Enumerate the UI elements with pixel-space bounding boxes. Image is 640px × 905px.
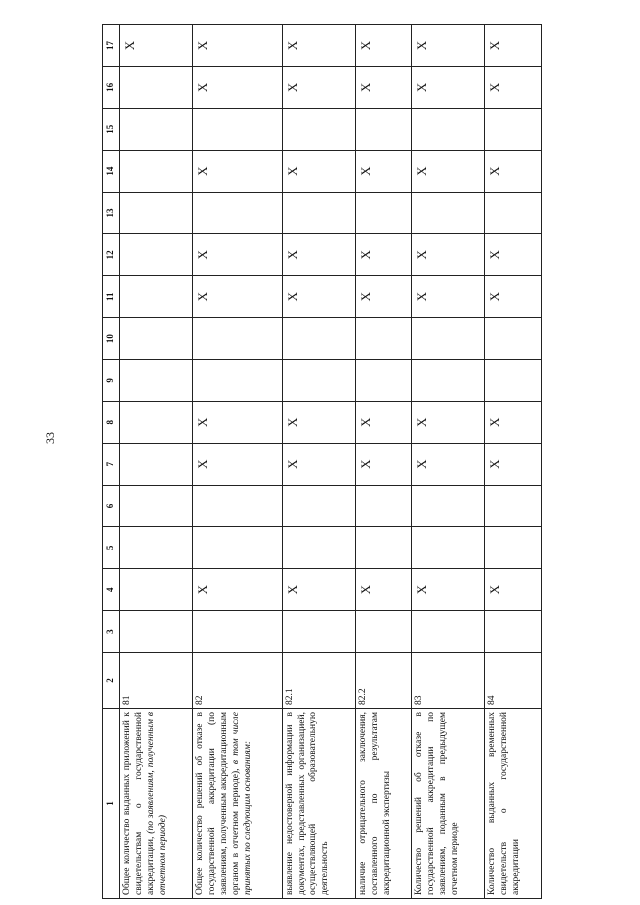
value-cell: X — [282, 401, 355, 443]
value-cell: X — [282, 276, 355, 318]
value-cell — [282, 527, 355, 569]
column-header: 10 — [103, 318, 120, 360]
value-cell — [120, 318, 193, 360]
table-row — [355, 25, 412, 899]
value-cell — [355, 318, 412, 360]
value-cell: X — [412, 66, 485, 108]
value-cell: X — [412, 25, 485, 67]
value-cell: X — [193, 276, 283, 318]
value-cell — [193, 611, 283, 653]
column-header: 7 — [103, 443, 120, 485]
value-cell: X — [412, 276, 485, 318]
value-cell — [355, 611, 412, 653]
value-cell: X — [282, 25, 355, 67]
row-code: 83 — [412, 653, 485, 709]
value-cell: X — [282, 234, 355, 276]
value-cell — [412, 318, 485, 360]
value-cell: X — [193, 66, 283, 108]
value-cell: X — [193, 234, 283, 276]
value-cell: X — [485, 234, 542, 276]
table-row — [193, 25, 283, 899]
value-cell — [193, 108, 283, 150]
value-cell: X — [193, 569, 283, 611]
value-cell — [282, 318, 355, 360]
report-table-rotated — [102, 25, 542, 899]
row-name: Общее количество выданных приложений к свидетельствам о государственной аккредитации, — [122, 712, 156, 895]
value-cell — [193, 527, 283, 569]
value-cell — [282, 108, 355, 150]
column-header: 16 — [103, 66, 120, 108]
value-cell — [282, 611, 355, 653]
column-header: 14 — [103, 150, 120, 192]
column-header: 2 — [103, 653, 120, 709]
value-cell — [485, 318, 542, 360]
value-cell — [120, 611, 193, 653]
value-cell — [120, 234, 193, 276]
value-cell — [412, 611, 485, 653]
value-cell: X — [355, 234, 412, 276]
value-cell — [120, 485, 193, 527]
column-header-row — [103, 25, 120, 899]
value-cell: X — [485, 443, 542, 485]
column-header: 9 — [103, 359, 120, 401]
value-cell — [485, 108, 542, 150]
value-cell — [412, 485, 485, 527]
value-cell — [282, 192, 355, 234]
value-cell — [120, 108, 193, 150]
table-row — [120, 25, 193, 899]
value-cell: X — [282, 66, 355, 108]
value-cell: X — [193, 150, 283, 192]
value-cell — [193, 318, 283, 360]
value-cell: X — [193, 443, 283, 485]
value-cell — [412, 192, 485, 234]
row-code: 82 — [193, 653, 283, 709]
value-cell — [193, 485, 283, 527]
value-cell: X — [485, 66, 542, 108]
value-cell: X — [485, 150, 542, 192]
value-cell — [120, 192, 193, 234]
value-cell: X — [355, 25, 412, 67]
value-cell: X — [412, 401, 485, 443]
value-cell: X — [412, 443, 485, 485]
value-cell — [282, 359, 355, 401]
value-cell: X — [355, 569, 412, 611]
value-cell — [120, 276, 193, 318]
value-cell: X — [485, 401, 542, 443]
page-number: 33 — [43, 432, 57, 444]
value-cell: X — [412, 569, 485, 611]
column-header: 12 — [103, 234, 120, 276]
value-cell — [120, 443, 193, 485]
row-code: 81 — [120, 653, 193, 709]
column-header: 8 — [103, 401, 120, 443]
table-row — [282, 25, 355, 899]
value-cell — [120, 569, 193, 611]
row-name-cell — [282, 709, 355, 899]
value-cell — [485, 527, 542, 569]
value-cell — [485, 192, 542, 234]
column-header: 15 — [103, 108, 120, 150]
column-header: 1 — [103, 709, 120, 899]
value-cell: X — [282, 569, 355, 611]
column-header: 13 — [103, 192, 120, 234]
value-cell — [120, 401, 193, 443]
table-row — [485, 25, 542, 899]
row-code: 82.1 — [282, 653, 355, 709]
row-name: Количество решений об отказе в государственной аккредитации по заявлениям, поданным в предыдущем отчетном периоде — [414, 712, 460, 895]
column-header: 17 — [103, 25, 120, 67]
value-cell — [282, 485, 355, 527]
value-cell — [120, 66, 193, 108]
report-table — [102, 24, 542, 899]
value-cell: X — [193, 401, 283, 443]
value-cell — [120, 359, 193, 401]
table-row — [412, 25, 485, 899]
row-name-cell — [120, 709, 193, 899]
value-cell: X — [412, 150, 485, 192]
column-header: 6 — [103, 485, 120, 527]
value-cell: X — [355, 443, 412, 485]
value-cell — [355, 108, 412, 150]
column-header: 3 — [103, 611, 120, 653]
value-cell — [120, 150, 193, 192]
value-cell: X — [485, 569, 542, 611]
value-cell — [412, 359, 485, 401]
row-name: Количество выданных временных свидетельств о государственной аккредитации — [487, 712, 522, 895]
value-cell — [485, 485, 542, 527]
value-cell: X — [282, 150, 355, 192]
row-name: Общее количество решений об отказе в государственной аккредитации (по заявлениям, полученным аккредитационным органом в отчетном периоде), — [195, 712, 241, 895]
row-code: 84 — [485, 653, 542, 709]
row-name: наличие отрицательного заключения, составленного по результатам аккредитационной экспертизы — [357, 712, 392, 895]
row-name-cell — [412, 709, 485, 899]
value-cell: X — [282, 443, 355, 485]
value-cell — [412, 108, 485, 150]
report-table-body — [103, 25, 542, 899]
row-name-cell — [485, 709, 542, 899]
column-header: 5 — [103, 527, 120, 569]
column-header: 11 — [103, 276, 120, 318]
value-cell — [193, 192, 283, 234]
value-cell: X — [120, 25, 193, 67]
row-note: (по заявлениям, полученным в отчетном периоде) — [145, 712, 168, 895]
value-cell: X — [485, 25, 542, 67]
row-name: выявление недостоверной информации в документах, представленных организацией, осуществляющей образовательную деятельность — [284, 712, 331, 895]
value-cell — [355, 192, 412, 234]
value-cell — [355, 485, 412, 527]
value-cell — [485, 611, 542, 653]
row-name-cell — [193, 709, 283, 899]
row-note: в том числе принятых по следующим основаниям: — [230, 711, 253, 895]
row-name-cell — [355, 709, 412, 899]
value-cell: X — [412, 234, 485, 276]
value-cell — [485, 359, 542, 401]
value-cell — [193, 359, 283, 401]
value-cell: X — [485, 276, 542, 318]
value-cell — [355, 359, 412, 401]
value-cell — [120, 527, 193, 569]
row-code: 82.2 — [355, 653, 412, 709]
value-cell: X — [355, 66, 412, 108]
value-cell: X — [355, 276, 412, 318]
value-cell: X — [193, 25, 283, 67]
value-cell — [412, 527, 485, 569]
value-cell — [355, 527, 412, 569]
column-header: 4 — [103, 569, 120, 611]
value-cell: X — [355, 150, 412, 192]
value-cell: X — [355, 401, 412, 443]
